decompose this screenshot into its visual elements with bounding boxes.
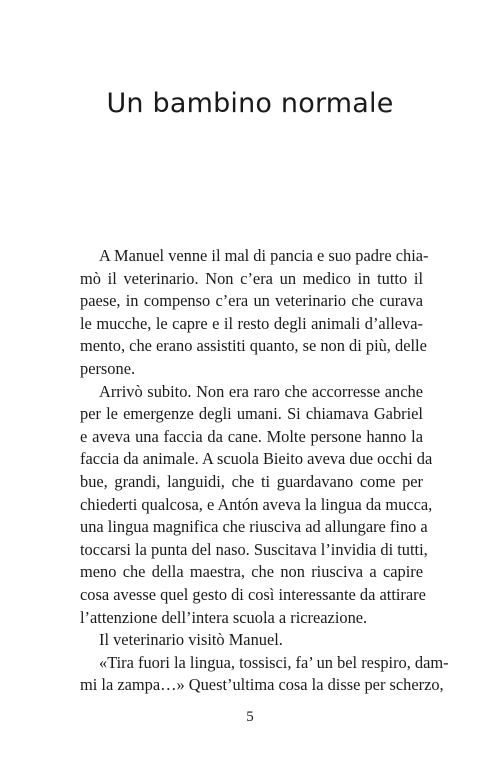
text-line: mò il veterinario. Non c’era un medico in tutto il (80, 268, 423, 288)
text-line: per le emergenze degli umani. Si chiamava Gabriel (80, 404, 423, 424)
text-line: l’attenzione dell’intera scuola a ricreazione. (80, 607, 368, 627)
text-line: Arrivò subito. Non era raro che accorresse anche (99, 381, 423, 401)
text-line: mi la zampa…» Quest’ultima cosa la disse per scherzo, (80, 675, 444, 695)
text-line: bue, grandi, languidi, che ti guardavano come per (80, 471, 423, 491)
text-line: toccarsi la punta del naso. Suscitava l’invidia di tutti, (80, 539, 428, 559)
text-line: una lingua magnifica che riusciva ad allungare fino a (80, 517, 428, 537)
page-number: 5 (246, 709, 254, 725)
chapter-body-text (80, 245, 449, 697)
text-line: chiederti qualcosa, e Antón aveva la lingua da mucca, (80, 494, 433, 514)
text-line: «Tira fuori la lingua, tossisci, fa’ un bel respiro, dam- (99, 652, 449, 672)
text-line: e aveva una faccia da cane. Molte persone hanno la (80, 426, 423, 446)
text-line: persone. (80, 358, 136, 378)
text-line: Il veterinario visitò Manuel. (99, 630, 283, 650)
text-line: cosa avesse quel gesto di così interessante da attirare (80, 584, 426, 604)
text-line: faccia da animale. A scuola Bieito aveva due occhi da (80, 449, 433, 469)
chapter-title: Un bambino normale (106, 88, 394, 119)
text-line: paese, in compenso c’era un veterinario che curava (80, 291, 423, 311)
text-line: A Manuel venne il mal di pancia e suo padre chia- (99, 246, 429, 265)
text-line: le mucche, le capre e il resto degli animali d’alleva- (80, 313, 423, 333)
text-line: mento, che erano assistiti quanto, se non di più, delle (80, 336, 427, 356)
text-line: meno che della maestra, che non riusciva a capire (80, 562, 423, 582)
